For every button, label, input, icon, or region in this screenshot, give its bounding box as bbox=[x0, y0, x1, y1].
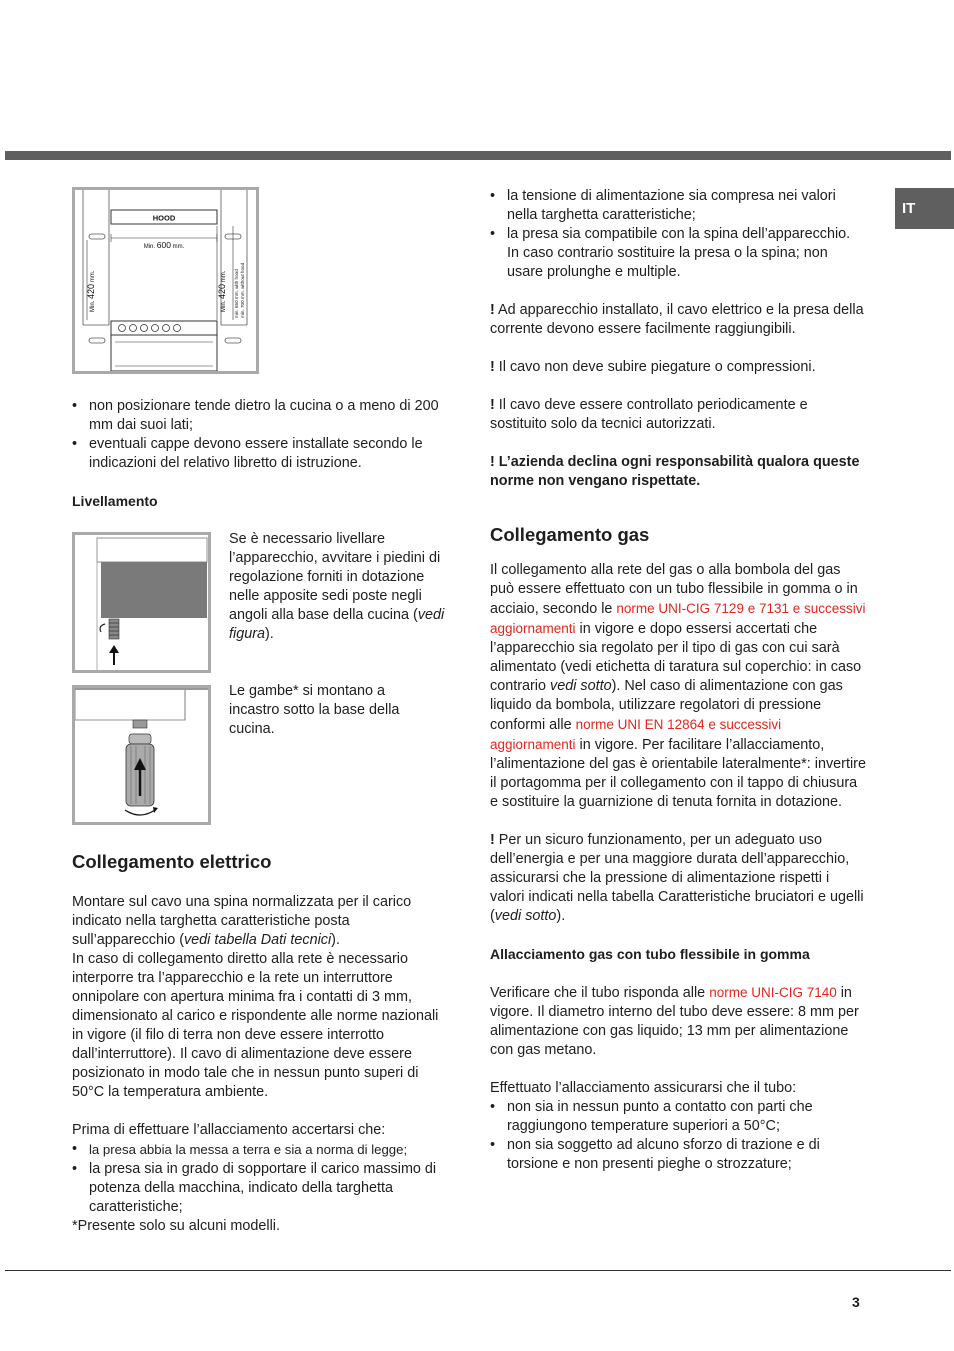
list-item: • la presa abbia la messa a terra e sia a norma di legge; bbox=[72, 1140, 452, 1160]
list-item: • la presa sia compatibile con la spina dell’apparecchio. In caso contrario sostituire la presa o la spina; non usare prolunghe e multiple. bbox=[490, 225, 866, 282]
header-bar bbox=[5, 151, 951, 160]
list-item: • non sia soggetto ad alcuno sforzo di trazione e di torsione e non presenti pieghe o strozzature; bbox=[490, 1136, 866, 1174]
hood-label: HOOD bbox=[152, 213, 176, 223]
legs-text: Le gambe* si montano a incastro sotto la base della cucina. bbox=[229, 683, 400, 737]
footnote: *Presente solo su alcuni modelli. bbox=[72, 1218, 280, 1234]
placement-list bbox=[72, 397, 452, 473]
prima-text: Prima di effettuare l’allacciamento accertarsi che: bbox=[72, 1122, 386, 1138]
warning-4: ! L’azienda declina ogni responsabilità qualora queste norme non vengano rispettate. bbox=[490, 454, 860, 489]
leveling-drawing bbox=[75, 535, 208, 670]
list-item: • non sia in nessun punto a contatto con parti che raggiungono temperature superiori a 50°C; bbox=[490, 1098, 866, 1136]
list-item: • non posizionare tende dietro la cucina o a meno di 200 mm dai suoi lati; bbox=[72, 397, 452, 435]
elettrico-paragraph-1: Montare sul cavo una spina normalizzata per il carico indicato nella targhetta caratteristiche posta sull’apparecchio (vedi tabella Dati tecnici). bbox=[72, 894, 412, 948]
leveling-text: Se è necessario livellare l’apparecchio, avvitare i piedini di regolazione forniti in dotazione nelle apposite sedi poste negli angoli alla base della cucina (vedi figura). bbox=[229, 531, 445, 642]
tubo-heading: Allacciamento gas con tubo flessibile in gomma bbox=[490, 946, 810, 962]
min-600-label: Min. 600 mm. bbox=[143, 240, 185, 250]
electrical-section bbox=[72, 850, 452, 1236]
page-number: 3 bbox=[852, 1294, 860, 1310]
legs-figure bbox=[72, 685, 211, 825]
hood-clearance-figure bbox=[72, 187, 259, 374]
language-tab: IT bbox=[895, 188, 954, 229]
gas-paragraph-2: ! Per un sicuro funzionamento, per un adeguato uso dell’energia e per una maggiore durata dell’apparecchio, assicurarsi che la pressione di alimentazione rispetti i valori indicati nella tabella Caratteristiche bruciatori e ugelli (vedi sotto). bbox=[490, 832, 864, 924]
warning-3: ! Il cavo deve essere controllato periodicamente e sostituito solo da tecnici autorizzati. bbox=[490, 397, 808, 432]
elettrico-paragraph-2: In caso di collegamento diretto alla rete è necessario interporre tra l’apparecchio e la rete un interruttore onnipolare con apertura minima fra i contatti di 3 mm, dimensionato al carico e rispondente alle norme nazionali in vigore (il filo di terra non deve essere interrotto dall’interruttore). Il cavo di alimentazione deve essere posizionato in modo tale che in nessun punto superi di 50°C la temperatura ambiente. bbox=[72, 951, 439, 1100]
list-item: • la tensione di alimentazione sia compresa nei valori nella targhetta caratteristiche; bbox=[490, 187, 866, 225]
tubo-paragraph-2: Effettuato l’allacciamento assicurarsi che il tubo: bbox=[490, 1080, 797, 1096]
footer-rule bbox=[5, 1270, 951, 1271]
warning-1: ! Ad apparecchio installato, il cavo elettrico e la presa della corrente devono essere facilmente raggiungibili. bbox=[490, 302, 864, 337]
hood-clearance-diagram bbox=[75, 190, 256, 371]
min-420-left-label: Min. 420 mm. bbox=[86, 270, 96, 312]
warning-2: ! Il cavo non deve subire piegature o compressioni. bbox=[490, 359, 816, 375]
legs-drawing bbox=[75, 688, 208, 822]
min-650-label: min. 650 mm. with hood bbox=[234, 269, 239, 318]
tubo-paragraph-1: Verificare che il tubo risponda alle norme UNI-CIG 7140 in vigore. Il diametro interno del tubo deve essere: 8 mm per alimentazione con gas liquido; 13 mm per alimentazione con gas metano. bbox=[490, 985, 859, 1058]
gas-heading: Collegamento gas bbox=[490, 524, 650, 545]
elettrico-heading: Collegamento elettrico bbox=[72, 851, 272, 872]
left-column bbox=[72, 397, 452, 511]
tube-list bbox=[490, 1098, 866, 1174]
list-item: • la presa sia in grado di sopportare il carico massimo di potenza della macchina, indicato della targhetta caratteristiche; bbox=[72, 1160, 452, 1217]
leveling-figure bbox=[72, 532, 211, 673]
gas-paragraph-1: Il collegamento alla rete del gas o alla bombola del gas può essere effettuato con un tubo flessibile in gomma o in acciaio, secondo le norme UNI-CIG 7129 e 7131 e successivi aggiornamenti in vigore e dopo essersi accertati che l’apparecchio sia regolato per il tipo di gas con cui sarà alimentato (vedi etichetta di taratura sul coperchio: in caso contrario vedi sotto). Nel caso di alimentazione con gas liquido da bombola, utilizzare regolatori di pressione conformi alle norme UNI EN 12864 e successivi aggiornamenti in vigore. Per facilitare l’allacciamento, l’alimentazione del gas è orientabile lateralmente*: invertire il portagomma per il collegamento con il tappo di chiusura e sostituire la guarnizione di tenuta fornita in dotazione. bbox=[490, 562, 866, 810]
min-420-right-label: Min. 420 mm. bbox=[217, 270, 227, 312]
checks-list bbox=[72, 1140, 452, 1217]
voltage-list bbox=[490, 187, 866, 282]
right-column bbox=[490, 187, 866, 1174]
livellamento-heading: Livellamento bbox=[72, 493, 158, 509]
list-item: • eventuali cappe devono essere installate secondo le indicazioni del relativo libretto di istruzione. bbox=[72, 435, 452, 473]
min-700-label: min. 700 mm. without hood bbox=[240, 262, 245, 318]
